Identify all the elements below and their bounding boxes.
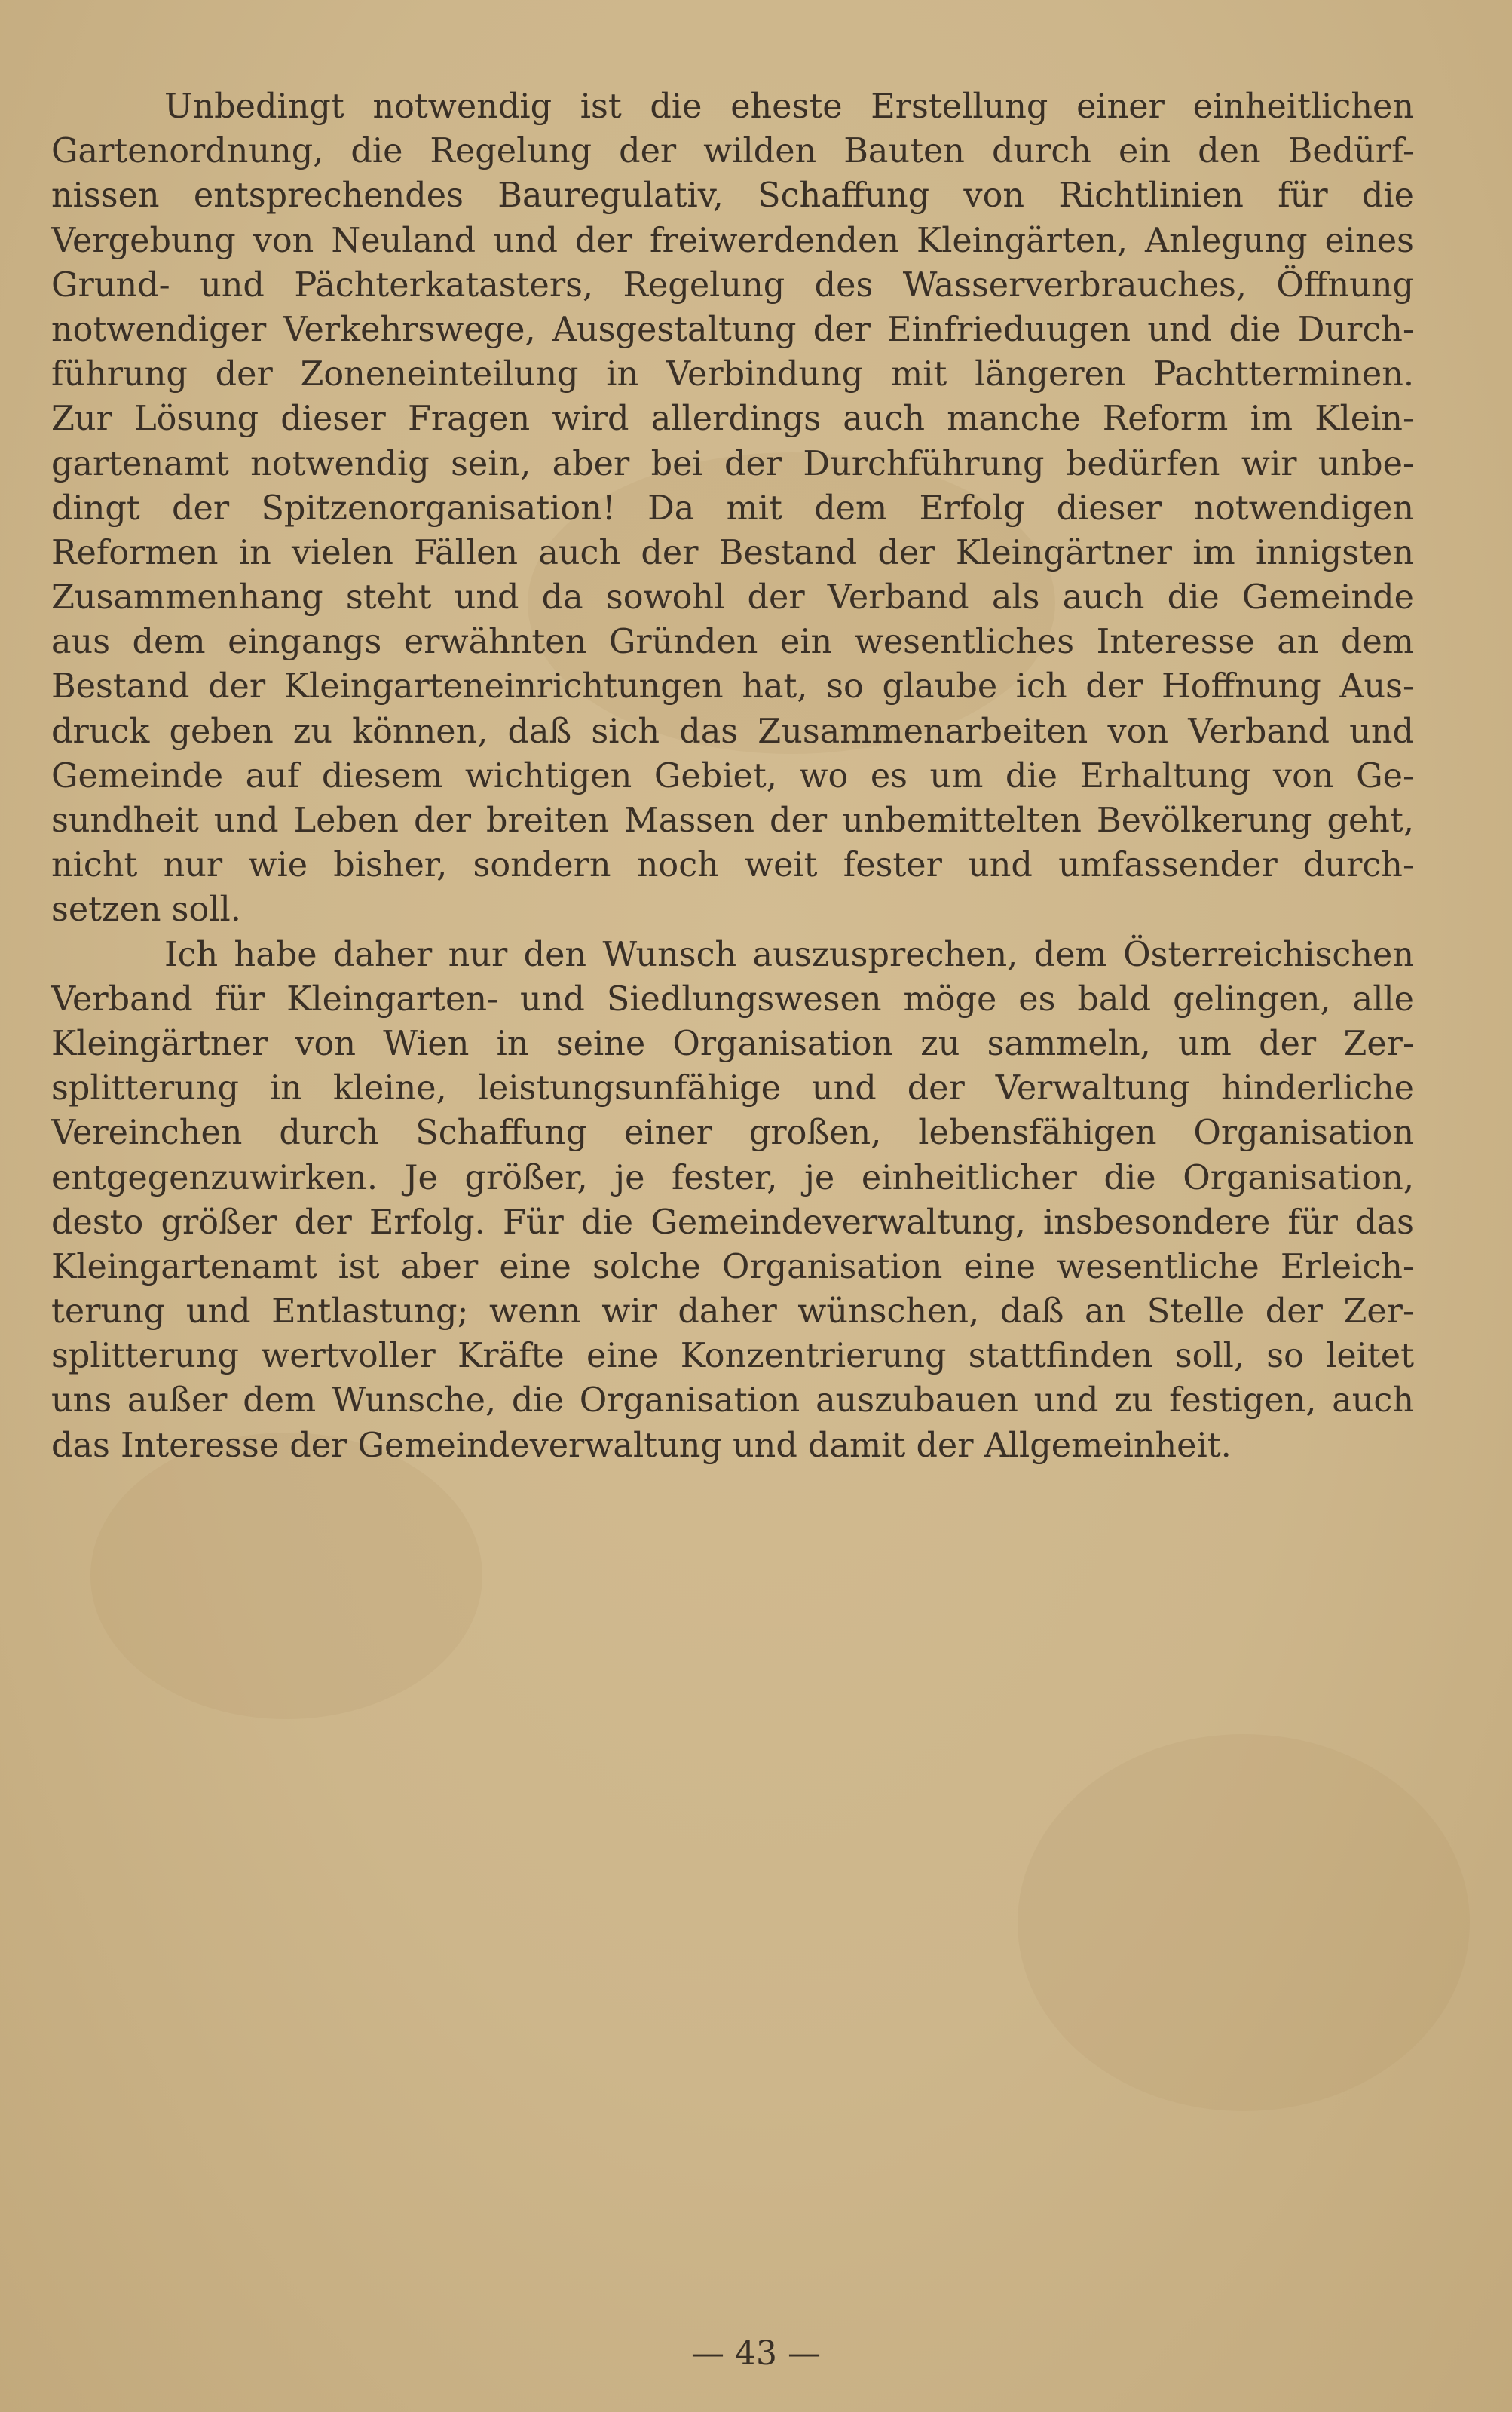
text-line: Gartenordnung, die Regelung der wilden Bauten durch ein den Bedürf-	[51, 132, 1414, 171]
text-line: Reformen in vielen Fällen auch der Bestand der Kleingärtner im innigsten	[51, 533, 1414, 572]
text-line: Kleingartenamt ist aber eine solche Organisation eine wesentliche Erleich-	[51, 1247, 1414, 1286]
text-line: sundheit und Leben der breiten Massen der unbemittelten Bevölkerung geht,	[51, 801, 1414, 840]
text-line: Verband für Kleingarten- und Siedlungswesen möge es bald gelingen, alle	[51, 979, 1414, 1019]
text-line: Unbedingt notwendig ist die eheste Erstellung einer einheitlichen	[164, 87, 1414, 126]
text-line: uns außer dem Wunsche, die Organisation auszubauen und zu festigen, auch	[51, 1381, 1414, 1421]
text-line: druck geben zu können, daß sich das Zusammenarbeiten von Verband und	[51, 712, 1414, 751]
paragraph-1	[51, 84, 1414, 933]
text-line: notwendiger Verkehrswege, Ausgestaltung der Einfrieduugen und die Durch-	[51, 310, 1414, 349]
text-line: Zusammenhang steht und da sowohl der Verband als auch die Gemeinde	[51, 578, 1414, 618]
page-number: — 43 —	[691, 2334, 821, 2373]
text-line: nissen entsprechendes Bauregulativ, Schaffung von Richtlinien für die	[51, 176, 1414, 216]
paper-stain	[1018, 1734, 1470, 2111]
paragraph-2	[51, 933, 1414, 1468]
text-line: nicht nur wie bisher, sondern noch weit fester und umfassender durch-	[51, 846, 1414, 885]
text-line: Vereinchen durch Schaffung einer großen, lebensfähigen Organisation	[51, 1114, 1414, 1153]
text-line: terung und Entlastung; wenn wir daher wünschen, daß an Stelle der Zer-	[51, 1292, 1414, 1332]
text-line: dingt der Spitzenorganisation! Da mit dem Erfolg dieser notwendigen	[51, 489, 1414, 528]
text-line: setzen soll.	[51, 890, 241, 930]
paper-stain	[90, 1433, 482, 1719]
text-line: Grund- und Pächterkatasters, Regelung des Wasserverbrauches, Öffnung	[51, 265, 1414, 305]
text-line: Zur Lösung dieser Fragen wird allerdings auch manche Reform im Klein-	[51, 400, 1414, 439]
text-line: gartenamt notwendig sein, aber bei der Durchführung bedürfen wir unbe-	[51, 444, 1414, 483]
body-text	[51, 84, 1414, 1468]
text-line: aus dem eingangs erwähnten Gründen ein wesentliches Interesse an dem	[51, 623, 1414, 662]
text-line: entgegenzuwirken. Je größer, je fester, je einheitlicher die Organisation,	[51, 1158, 1414, 1197]
text-line: desto größer der Erfolg. Für die Gemeindeverwaltung, insbesondere für das	[51, 1203, 1414, 1242]
text-line: splitterung in kleine, leistungsunfähige und der Verwaltung hinderliche	[51, 1069, 1414, 1108]
text-line: Ich habe daher nur den Wunsch auszusprechen, dem Österreichischen	[164, 935, 1414, 974]
text-line: Kleingärtner von Wien in seine Organisation zu sammeln, um der Zer-	[51, 1024, 1414, 1063]
text-line: splitterung wertvoller Kräfte eine Konzentrierung stattfinden soll, so leitet	[51, 1337, 1414, 1376]
text-line: das Interesse der Gemeindeverwaltung und damit der Allgemeinheit.	[51, 1426, 1232, 1465]
text-line: Gemeinde auf diesem wichtigen Gebiet, wo es um die Erhaltung von Ge-	[51, 756, 1414, 795]
text-line: Bestand der Kleingarteneinrichtungen hat, so glaube ich der Hoffnung Aus-	[51, 667, 1414, 706]
text-line: führung der Zoneneinteilung in Verbindung mit längeren Pachtterminen.	[51, 355, 1414, 394]
text-line: Vergebung von Neuland und der freiwerdenden Kleingärten, Anlegung eines	[51, 221, 1414, 260]
